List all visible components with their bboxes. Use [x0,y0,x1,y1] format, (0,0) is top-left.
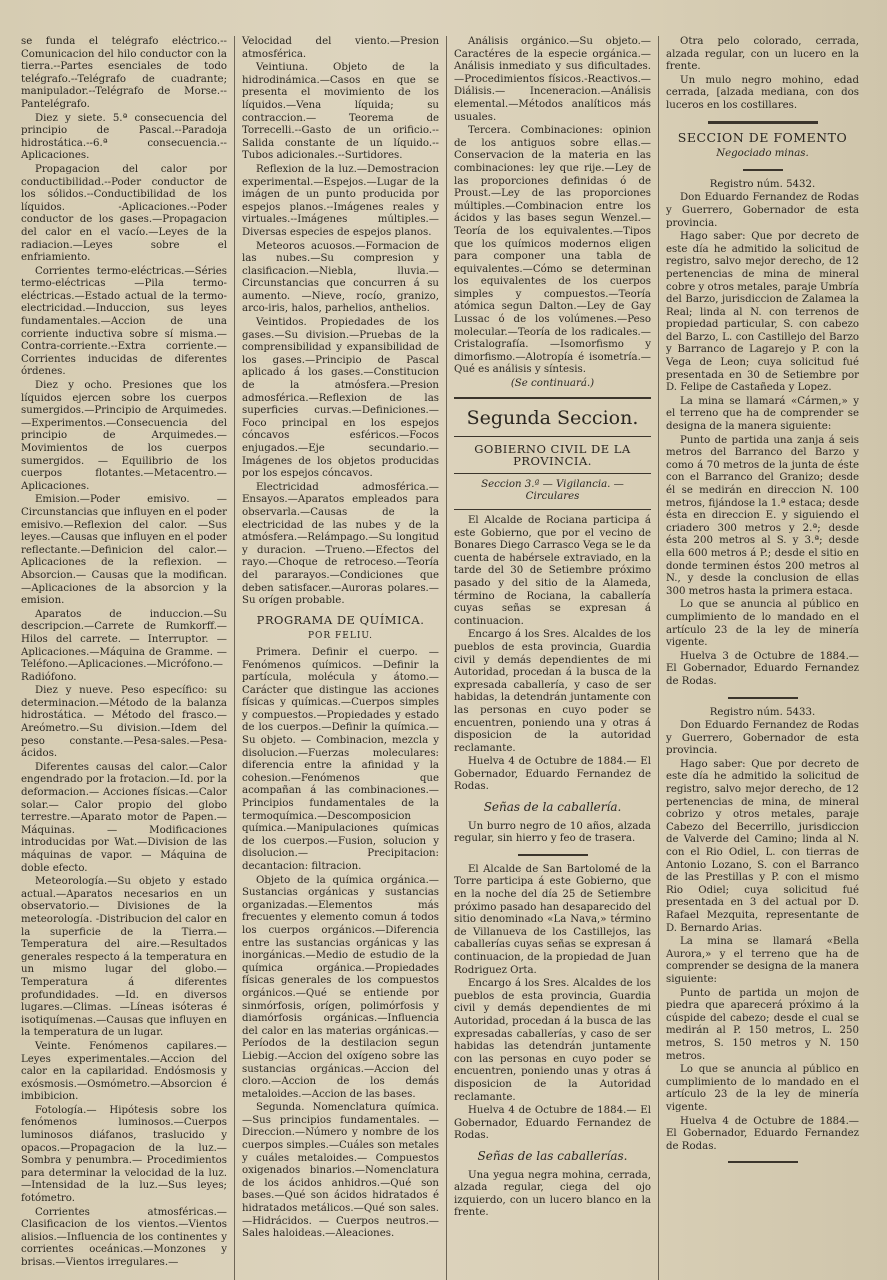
column-2 [234,36,446,1280]
fomento-title: SECCION DE FOMENTO [677,129,848,145]
divider [454,509,651,510]
paragraph: Tercera. Combinaciones: opinion de los antiguos sobre ellas.—Conservacion de la materia en las combinaciones: ley que rije.—Ley de las proporciones definidas ó de Proust.—Ley de las proporciones múltiples.—Combinacion entre los ácidos y las bases segun Wenzel.—Teoría de los equivalentes.—Tipos que los químicos modernos eligen para componer una tabla de equivalentes.—Cómo se determinan los equivalentes de los cuerpos simples y compuestos.—Teoría atómica segun Dalton.—Ley de Gay Lussac ó de los volúmenes.—Peso molecular.—Teoría de los radicales.—Cristalografía. —Isomorfismo y dimorfismo.—Alotropía é isometría.—Qué es análisis y síntesis. [454,125,651,376]
paragraph: Huelva 4 de Octubre de 1884.— El Gobernador, Eduardo Fernandez de Rodas. [454,756,651,793]
quimica-author: POR FELIU. [307,631,374,642]
paragraph: La mina se llamará «Cármen,» y el terreno que ha de comprender se designa de la manera siguiente: [666,395,859,433]
paragraph: Segunda. Nomenclatura química.—Sus principios fundamentales. —Direccion.—Número y nombre de los cuerpos simples.—Cuáles son metales y cuáles metaloides.— Compuestos oxigenados binarios.—Nomenclatura de los ácidos anhidros.—Qué son bases.—Qué son ácidos hidratados é hidratados metálicos.—Qué son sales.—Hidrácidos. — Cuerpos neutros.—Sales haloideas.—Aleaciones. [242,1102,439,1240]
paragraph: Punto de partida una zanja á seis metros del Barranco del Barzo y como á 70 metros de la junta de éste con el Barranco del Granizo; desde él se medirán en direccion N. 100 metros, fijándose la 1.ª estaca; desde ésta en direccion E. y siguiendo el criadero 300 metros y 2.ª; desde ésta 200 metros al S. y 3.ª; desde ella 600 metros á P.; desde el sitio en donde terminen éstos 200 metros al N., y desde la conclusion de ellas 300 metros hasta la primera estaca. [666,434,859,597]
paragraph: Análisis orgánico.—Su objeto.—Caractéres de la especie orgánica.—Análisis inmediato y sus dificultades.—Procedimientos físicos.-Reactivos.—Diálisis.— Inceneracion.—Análisis elemental.—Métodos analíticos más usuales. [454,36,651,123]
paragraph: Punto de partida un mojon de piedra que aparecerá próximo á la cúspide del cabezo; desde el cual se medirán al P. 150 metros, L. 250 metros, S. 150 metros y N. 150 metros. [666,987,859,1062]
paragraph: Una yegua negra mohina, cerrada, alzada regular, ciega del ojo izquierdo, con un lucero blanco en la frente. [454,1169,651,1219]
paragraph: Diferentes causas del calor.—Calor engendrado por la frotacion.—Id. por la deformacion.— Acciones físicas.—Calor solar.— Calor propio del globo terrestre.—Aparato motor de Papen.—Máquinas. — Modificaciones introducidas por Wat.—Division de las máquinas de vapor. — Máquina de doble efecto. [21,761,227,874]
paragraph: Veintidos. Propiedades de los gases.—Su division.—Pruebas de la comprensibilidad y expansibilidad de los gases.—Principio de Pascal aplicado á los gases.—Constitucion de la atmósfera.—Presion admosférica.—Reflexion de las superficies curvas.—Definiciones.—Foco principal en los espejos cóncavos esféricos.—Focos enjugados.—Eje secundario.—Imágenes de los objetos producidas por los espejos cóncavos. [242,317,439,480]
column-4 [658,36,866,1280]
divider [454,397,651,399]
paragraph: Veinte. Fenómenos capilares.— Leyes experimentales.—Accion del calor en la capilaridad. Endósmosis y exósmosis.—Osmómetro.—Absorcion é imbibicion. [21,1040,227,1103]
divider [454,436,651,437]
column-3 [446,36,658,1280]
paragraph: Corrientes atmosféricas.—Clasificacion de los vientos.—Vientos alisios.—Influencia de los continentes y corrientes oceánicas.—Monzones y brisas.—Vientos irregulares.— [21,1206,227,1268]
paragraph: Aparatos de induccion.—Su descripcion.—Carrete de Rumkorff.—Hilos del carrete. — Interruptor. — Aplicaciones.—Máquina de Gramme. —Teléfono.—Aplicaciones.—Micrófono.—Radiófono. [21,608,227,683]
paragraph: Huelva 4 de Octubre de 1884.— El Gobernador, Eduardo Fernandez de Rodas. [454,1105,651,1142]
paragraph: La mina se llamará «Bella Aurora,» y el terreno que ha de comprender se designa de la manera siguiente: [666,936,859,985]
segunda-seccion-title: Segunda Seccion. [466,406,639,429]
divider [728,697,798,699]
gobierno-title: GOBIERNO CIVIL DE LA PROVINCIA. [474,441,631,469]
divider [454,473,651,474]
paragraph: Emision.—Poder emisivo. —Circunstancias que influyen en el poder emisivo.—Reflexion del calor. —Sus leyes.—Causas que influyen en el poder reflectante.—Definicion del calor.—Aplicaciones de la reflexion. — Absorcion.— Causas que la modifican.—Aplicaciones de la absorcion y la emision. [21,494,227,607]
divider [728,1161,798,1163]
paragraph: Diez y siete. 5.ª consecuencia del principio de Pascal.--Paradoja hidrostática.--6.ª consecuencia.--Aplicaciones. [21,112,227,162]
paragraph: Diez y nueve. Peso específico: su determinacion.—Método de la balanza hidrostática. — Método del frasco.—Areómetro.—Su division.—Idem del peso constante.—Pesa-sales.—Pesa-ácidos. [21,685,227,760]
paragraph: Hago saber: Que por decreto de este día he admitido la solicitud de registro, salvo mejor derecho, de 12 pertenencias de mina, de mineral cobrizo y otros metales, paraje Cabezo del Becerrillo, jurisdiccion de Valverde del Camino; linda al N. con el Rio Odiel, L. con tierras de Antonio Lozano, S. con el Barranco de las Prestillas y P. con el mismo Rio Odiel; cuya solicitud fué presentada en 3 del actual por D. Rafael Mezquita, representante de D. Bernardo Arias. [666,758,859,934]
divider [518,854,588,856]
negociado: Negociado minas. [716,148,809,160]
paragraph: Don Eduardo Fernandez de Rodas y Guerrero, Gobernador de esta provincia. [666,720,859,757]
paragraph: Propagacion del calor por conductibilidad.--Poder conductor de los sólidos.--Conductibilidad de los líquidos. -Aplicaciones.--Poder conductor de los gases.—Propagacion del calor en el vacío.—Leyes de la radiacion.—Leyes sobre el enfriamiento. [21,163,227,264]
paragraph: Encargo á los Sres. Alcaldes de los pueblos de esta provincia, Guardia civil y demás dependientes de mi Autoridad, procedan á la busca de las expresadas caballerías, y caso de ser habidas las detendrán juntamente con las personas en cuyo poder se encuentren, poniendo unas y otras á disposicion de la Autoridad reclamante. [454,978,651,1103]
senas-title: Señas de la caballería. [483,800,622,815]
paragraph: Fotología.— Hipótesis sobre los fenómenos luminosos.—Cuerpos luminosos diáfanos, traslucido y opacos.—Propagacion de la luz.—Sombra y penumbra.— Procedimientos para determinar la velocidad de la luz.—Intensidad de la luz.—Sus leyes; fotómetro. [21,1104,227,1205]
paragraph: Don Eduardo Fernandez de Rodas y Guerrero, Gobernador de esta provincia. [666,192,859,229]
paragraph: Veintiuna. Objeto de la hidrodinámica.—Casos en que se presenta el movimiento de los líquidos.—Vena líquida; su contraccion.— Teorema de Torrecelli.--Gasto de un orificio.--Salida constante de un líquido.--Tubos adicionales.--Surtidores. [242,62,439,162]
seccion-line: Seccion 3.ª — Vigilancia. — Circulares [481,478,624,503]
paragraph: Otra pelo colorado, cerrada, alzada regular, con un lucero en la frente. [666,36,859,73]
paragraph: Primera. Definir el cuerpo. —Fenómenos químicos. —Definir la partícula, molécula y átomo.—Carácter que distingue las acciones físicas y químicas.—Cuerpos simples y compuestos.—Propiedades y estado de los cuerpos.—Definir la química.—Su objeto. — Combinacion, mezcla y disolucion.—Fuerzas moleculares: diferencia entre la afinidad y la cohesion.—Fenómenos que acompañan á las combinaciones.—Principios fundamentales de la termoquímica.—Descomposicion química.—Manipulaciones químicas de los cuerpos.—Fusion, solucion y disolucion.— Precipitacion: decantacion: filtracion. [242,646,439,872]
paragraph: Un mulo negro mohino, edad cerrada, [alzada mediana, con dos luceros en los costillares. [666,74,859,111]
paragraph: Lo que se anuncia al público en cumplimiento de lo mandado en el artículo 23 de la ley de minería vigente. [666,1064,859,1113]
paragraph: El Alcalde de San Bartolomé de la Torre participa á este Gobierno, que en la noche del día 25 de Setiembre próximo pasado han desaparecido del sitio denominado «La Nava,» término de Villanueva de los Castillejos, las caballerías cuyas señas se expresan á continuacion, de la propiedad de Juan Rodriguez Orta. [454,863,651,976]
paragraph: Meteorología.—Su objeto y estado actual.—Aparatos necesarios en un observatorio.— Divisiones de la meteorología. -Distribucion del calor en la superficie de la Tierra.—Temperatura del aire.—Resultados generales respecto á la temperatura en un mismo lugar del globo.—Temperatura á diferentes profundidades. —Id. en diversos lugares.—Climas. —Líneas isóteras é isotiquímenas.—Causas que influyen en la temperatura de un lugar. [21,876,227,1039]
divider [743,169,783,171]
column-1 [14,36,234,1280]
paragraph: Huelva 3 de Octubre de 1884.— El Gobernador, Eduardo Fernandez de Rodas. [666,650,859,687]
paragraph: Velocidad del viento.—Presion atmosférica. [242,36,439,60]
divider [708,121,818,124]
quimica-title: PROGRAMA DE QUÍMICA. [256,612,425,627]
paragraph: Diez y ocho. Presiones que los líquidos ejercen sobre los cuerpos sumergidos.—Principio de Arquimedes.—Experimentos.—Consecuencia del principio de Arquimedes.—Movimientos de los cuerpos sumergidos. — Equilibrio de los cuerpos flotantes.—Metacentro.—Aplicaciones. [21,380,227,492]
paragraph: El Alcalde de Rociana participa á este Gobierno, que por el vecino de Bonares Diego Carrasco Vega se le da cuenta de habérsele extraviado, en la tarde del 30 de Setiembre próximo pasado y del sitio de la Alameda, término de Rociana, la caballería cuyas señas se expresan á continuacion. [454,515,651,627]
senas-title: Señas de las caballerías. [477,1148,628,1163]
paragraph: Objeto de la química orgánica.—Sustancias orgánicas y sustancias organizadas.—Elementos más frecuentes y elemento comun á todos los cuerpos orgánicos.—Diferencia entre las sustancias orgánicas y las inorgánicas.—Medio de estudio de la química orgánica.—Propiedades físicas generales de los compuestos orgánicos.—Qué se entiende por sinmórfosis, orígen, polimórfosis y diamórfosis orgánicas.—Influencia del calor en las materias orgánicas.—Períodos de la destilacion segun Liebig.—Accion del oxígeno sobre las sustancias orgánicas.—Accion del cloro.—Accion de los demás metaloides.—Accion de las bases. [242,874,439,1100]
continuara: (Se continuará.) [510,378,595,390]
paragraph: Encargo á los Sres. Alcaldes de los pueblos de esta provincia, Guardia civil y demás dependientes de mi Autoridad, procedan á la busca de la expresada caballería, y caso de ser habidas, la detendrán juntamente con las personas en cuyo poder se encuentren, poniendo una y otras á disposicion de la autoridad reclamante. [454,629,651,754]
paragraph: Corrientes termo-eléctricas.—Séries termo-eléctricas —Pila termo-eléctricas.—Estado actual de la termo-electricidad.—Induccion, sus leyes fundamentales.—Accion de una corriente inductiva sobre sí misma.—Contra-corriente.--Extra corriente.—Corrientes inducidas de diferentes órdenes. [21,265,227,378]
paragraph: Un burro negro de 10 años, alzada regular, sin hierro y feo de trasera. [454,820,651,845]
registro-title: Registro núm. 5433. [709,706,816,718]
paragraph: Lo que se anuncia al público en cumplimiento de lo mandado en el artículo 23 de la ley de minería vigente. [666,599,859,649]
paragraph: Huelva 4 de Octubre de 1884.— El Gobernador, Eduardo Fernandez de Rodas. [666,1115,859,1152]
registro-title: Registro núm. 5432. [709,178,816,190]
paragraph: Hago saber: Que por decreto de este día he admitido la solicitud de registro, salvo mejor derecho, de 12 pertenencias de mina de mineral cobre y otros metales, paraje Umbría del Barzo, jurisdiccion de Zalamea la Real; linda al N. con terrenos de propiedad particular, S. con cabezo del Barzo, L. con Castillejo del Barzo y Barranco de Lagarejo y P. con la Vega de Leon; cuya solicitud fué presentada en 30 de Setiembre por D. Felipe de Castañeda y Lopez. [666,231,859,394]
paragraph: Reflexion de la luz.—Demostracion experimental.—Espejos.—Lugar de la imágen de un punto producida por espejos planos.--Imágenes reales y virtuales.--Imágenes múltiples.—Diversas especies de espejos planos. [242,163,439,238]
paragraph: se funda el telégrafo eléctrico.--Comunicacion del hilo conductor con la tierra.--Partes esenciales de todo telégrafo.--Telégrafo de cuadrante; manipulador.--Telégrafo de Morse.--Pantelégrafo. [21,36,227,110]
paragraph: Meteoros acuosos.—Formacion de las nubes.—Su compresion y clasificacion.—Niebla, lluvia.—Circunstancias que concurren á su aumento. —Nieve, rocío, granizo, arco-iris, halos, parhelios, anthelios. [242,240,439,315]
paragraph: Electricidad admosférica.—Ensayos.—Aparatos empleados para observarla.—Causas de la electricidad de las nubes y de la atmósfera.—Relámpago.—Su longitud y duracion. —Trueno.—Efectos del rayo.—Choque de retroceso.—Teoría del pararayos.—Condiciones que deben satisfacer.—Auroras polares.—Su orígen probable. [242,481,439,607]
